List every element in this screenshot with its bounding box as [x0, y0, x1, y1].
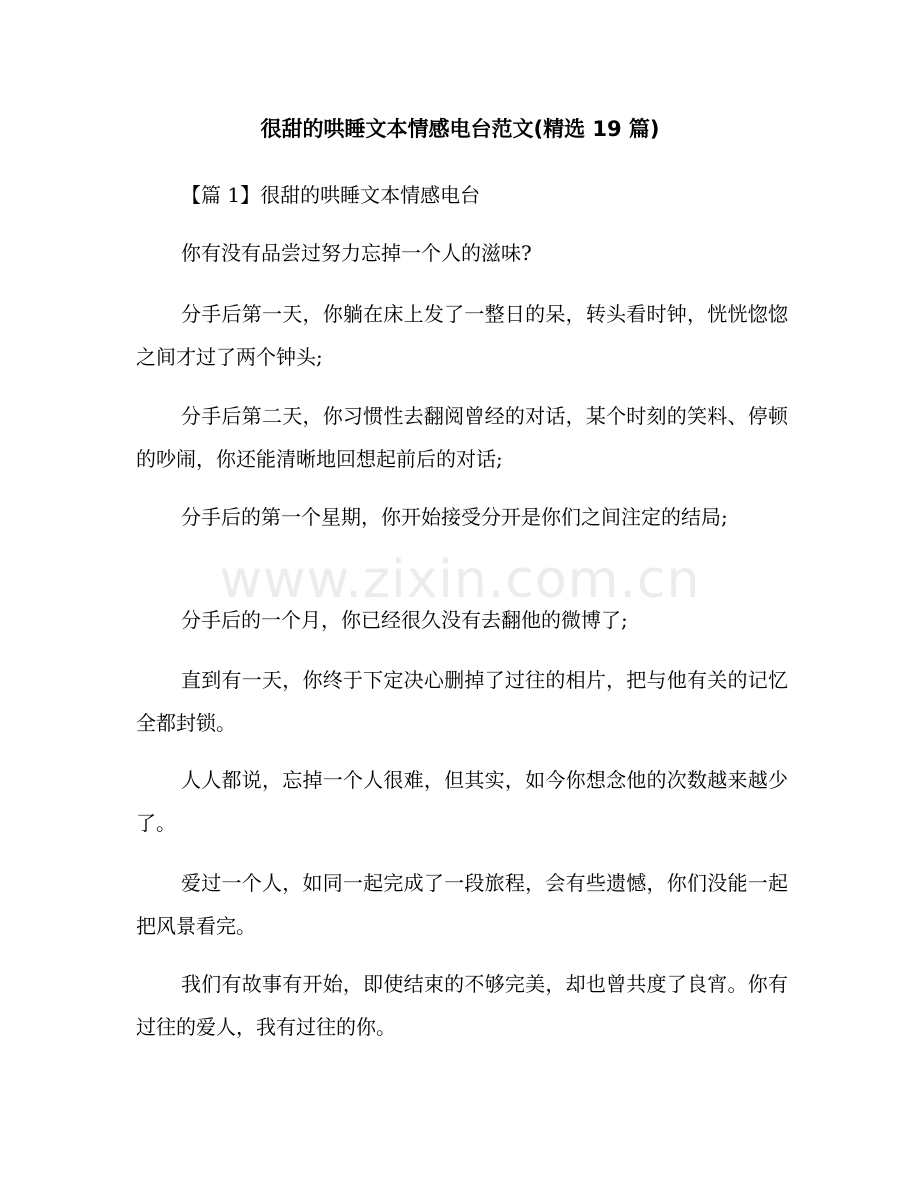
- paragraph-2: 分手后第一天，你躺在床上发了一整日的呆，转头看时钟，恍恍惚惚之间才过了两个钟头;: [136, 302, 788, 369]
- paragraph-6: 直到有一天，你终于下定决心删掉了过往的相片，把与他有关的记忆全都封锁。: [136, 668, 788, 735]
- watermark: www.zixin.com.cn: [219, 550, 701, 610]
- document-title: 很甜的哄睡文本情感电台范文(精选 19 篇): [260, 117, 660, 141]
- paragraph-1: 你有没有品尝过努力忘掉一个人的滋味?: [181, 241, 532, 265]
- paragraph-8: 爱过一个人，如同一起完成了一段旅程，会有些遗憾，你们没能一起把风景看完。: [136, 871, 788, 938]
- paragraph-5: 分手后的一个月，你已经很久没有去翻他的微博了;: [181, 608, 628, 632]
- section-heading: 【篇 1】很甜的哄睡文本情感电台: [181, 183, 481, 207]
- paragraph-3: 分手后第二天，你习惯性去翻阅曾经的对话，某个时刻的笑料、停顿的吵闹，你还能清晰地回想起前后的对话;: [136, 404, 788, 471]
- paragraph-9: 我们有故事有开始，即使结束的不够完美，却也曾共度了良宵。你有过往的爱人，我有过往的你。: [136, 972, 788, 1039]
- paragraph-7: 人人都说，忘掉一个人很难，但其实，如今你想念他的次数越来越少了。: [136, 768, 788, 835]
- paragraph-4: 分手后的第一个星期，你开始接受分开是你们之间注定的结局;: [181, 505, 728, 529]
